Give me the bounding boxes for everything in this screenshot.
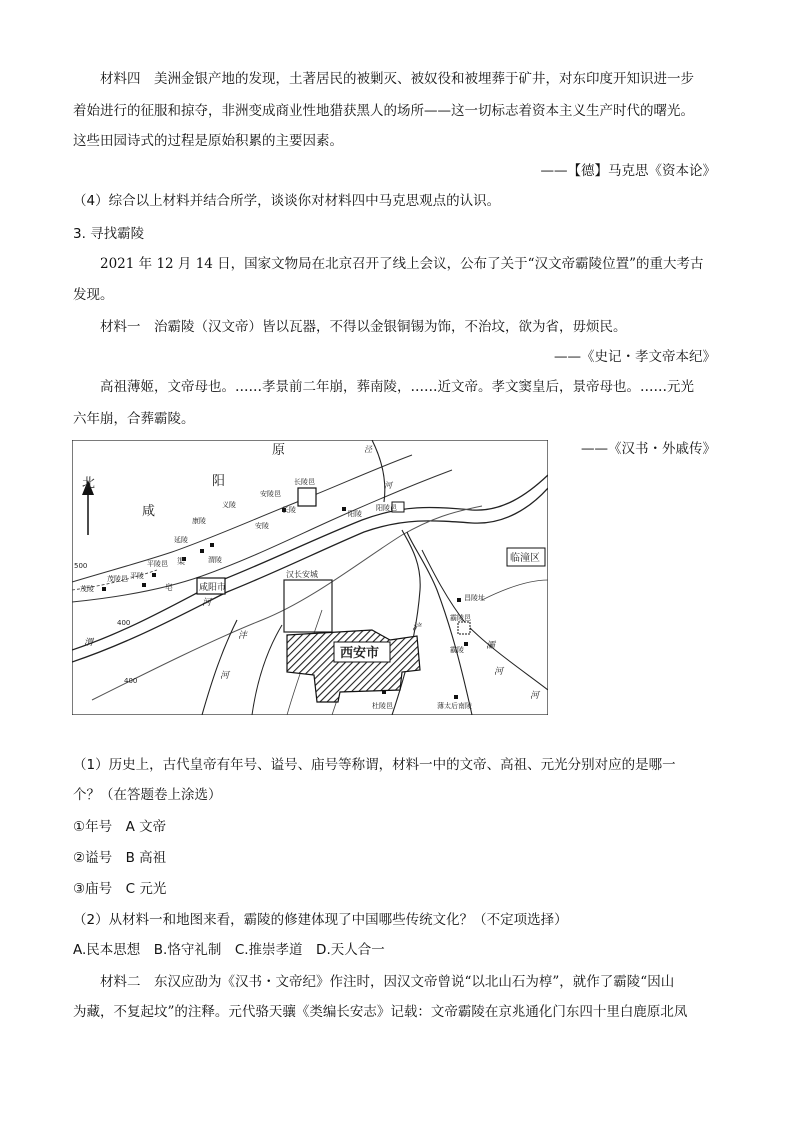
label-yang: 阳 bbox=[212, 474, 226, 489]
river-ba: 灞 bbox=[486, 641, 496, 651]
river-he1: 河 bbox=[202, 598, 212, 608]
river-he5: 河 bbox=[530, 691, 540, 701]
material1b-source: ——《汉书・外戚传》 bbox=[581, 441, 716, 457]
label-anling: 安陵 bbox=[255, 522, 269, 530]
label-baling-yi: 霸陵邑 bbox=[450, 614, 471, 622]
material1-source: ——《史记・孝文帝本纪》 bbox=[554, 349, 716, 365]
north-label: 北 bbox=[82, 476, 96, 491]
label-anling-yi: 安陵邑 bbox=[260, 490, 281, 498]
question-1-line1: （1）历史上，古代皇帝有年号、谥号、庙号等称谓，材料一中的文帝、高祖、元光分别对应的是哪一 bbox=[73, 757, 676, 773]
question-1-option-3: ③庙号 C 元光 bbox=[73, 881, 167, 897]
river-he2: 河 bbox=[384, 481, 392, 490]
river-feng: 沣 bbox=[238, 631, 248, 641]
river-he4: 河 bbox=[494, 667, 504, 677]
label-qu: 渠 bbox=[177, 557, 185, 566]
label-xian-char: 咸 bbox=[142, 504, 156, 519]
material2-line1: 材料二 东汉应劭为《汉书・文帝纪》作注时，因汉文帝曾说“以北山石为椁”，就作了霸陵“因山 bbox=[100, 974, 675, 990]
contour-500: 500 bbox=[74, 562, 88, 570]
label-zao: 皂 bbox=[165, 583, 173, 592]
label-bo-taihou: 薄太后南陵 bbox=[437, 702, 472, 710]
label-changling-site: 昌陵址 bbox=[464, 594, 485, 602]
label-pingling: 平陵 bbox=[130, 572, 144, 580]
label-changling-yi: 长陵邑 bbox=[294, 478, 315, 486]
label-lintong: 临潼区 bbox=[510, 553, 540, 564]
question-1-option-2: ②谥号 B 高祖 bbox=[73, 850, 167, 866]
river-chan: 浐 bbox=[412, 623, 422, 633]
label-xian-city: 西安市 bbox=[340, 646, 380, 661]
label-maoling-yi: 茂陵邑 bbox=[107, 575, 128, 583]
river-wei: 渭 bbox=[84, 638, 94, 648]
label-duling-yi: 杜陵邑 bbox=[372, 702, 393, 710]
material4-line2: 着始进行的征服和掠夺，非洲变成商业性地猎获黑人的场所——这一切标志着资本主义生产时代的曙光。 bbox=[73, 103, 694, 119]
question-4: （4）综合以上材料并结合所学，谈谈你对材料四中马克思观点的认识。 bbox=[73, 193, 501, 209]
contour-400b: 400 bbox=[124, 677, 138, 685]
section-3-title: 3. 寻找霸陵 bbox=[73, 226, 145, 242]
material4-line1: 材料四 美洲金银产地的发现，土著居民的被剿灭、被奴役和被埋葬于矿井，对东印度开知识进一步 bbox=[100, 71, 694, 87]
river-jing: 泾 bbox=[364, 445, 372, 454]
label-yuan: 原 bbox=[272, 443, 286, 458]
baling-location-map bbox=[72, 440, 548, 715]
label-maoling: 茂陵 bbox=[80, 585, 94, 593]
material1b-line1: 高祖薄姬，文帝母也。……孝景前二年崩，葬南陵，……近文帝。孝文窦皇后，景帝母也。……元光 bbox=[100, 379, 694, 395]
label-pingling-yi: 平陵邑 bbox=[147, 560, 168, 568]
question-2-stem: （2）从材料一和地图来看，霸陵的修建体现了中国哪些传统文化？（不定项选择） bbox=[73, 912, 568, 928]
question-1-line2: 个？（在答题卷上涂选） bbox=[73, 787, 222, 803]
section-3-intro-line1: 2021 年 12 月 14 日，国家文物局在北京召开了线上会议，公布了关于“汉文帝霸陵位置”的重大考古 bbox=[100, 256, 704, 272]
label-yiling: 义陵 bbox=[222, 501, 236, 509]
label-baling: 霸陵 bbox=[450, 646, 464, 654]
material4-line3: 这些田园诗式的过程是原始积累的主要因素。 bbox=[73, 133, 343, 149]
label-weiling: 渭陵 bbox=[208, 556, 222, 564]
label-kangling: 康陵 bbox=[192, 517, 206, 525]
river-he3: 河 bbox=[220, 671, 230, 681]
label-yangling: 阳陵 bbox=[348, 510, 362, 518]
material1b-line2: 六年崩，合葬霸陵。 bbox=[73, 411, 195, 427]
question-2-options: A.民本思想 B.恪守礼制 C.推崇孝道 D.天人合一 bbox=[73, 942, 385, 958]
label-xianyang-city: 咸阳市 bbox=[199, 583, 227, 593]
label-yangling-yi: 阳陵邑 bbox=[376, 504, 397, 512]
material1-text: 材料一 治霸陵（汉文帝）皆以瓦器，不得以金银铜锡为饰，不治坟，欲为省，毋烦民。 bbox=[100, 319, 627, 335]
contour-400a: 400 bbox=[117, 619, 131, 627]
label-yanling: 延陵 bbox=[174, 536, 188, 544]
label-changling: 长陵 bbox=[282, 506, 296, 514]
label-changan-city: 汉长安城 bbox=[286, 570, 318, 579]
section-3-intro-line2: 发现。 bbox=[73, 287, 114, 303]
question-1-option-1: ①年号 A 文帝 bbox=[73, 819, 167, 835]
material4-source: ——【德】马克思《资本论》 bbox=[540, 163, 716, 179]
material2-line2: 为藏，不复起坟”的注释。元代骆天骧《类编长安志》记载：文帝霸陵在京兆通化门东四十里白鹿原北凤 bbox=[73, 1004, 688, 1020]
